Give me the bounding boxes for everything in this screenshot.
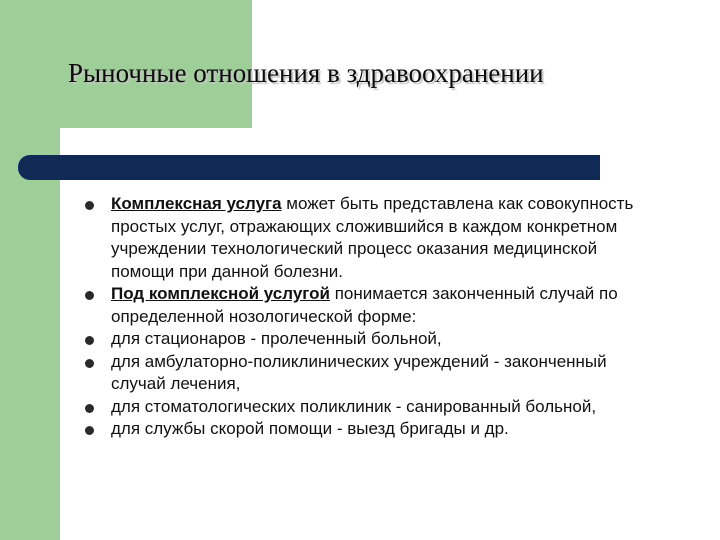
bullet-icon: [85, 201, 94, 210]
bullet-text: может быть представлена как совокупность простых услуг, отражающих сложившийся в каждом конкретном учреждении технологический процесс оказания медицинской помощи при данной болезни.: [111, 194, 634, 281]
bullet-text: для службы скорой помощи - выезд бригады и др.: [111, 419, 509, 438]
title-divider-bar: [18, 155, 600, 180]
bullet-text: понимается законченный случай по определенной нозологической форме:: [111, 284, 618, 326]
bullet-icon: [85, 404, 94, 413]
bullet-item: [85, 328, 645, 351]
slide-title: Рыночные отношения в здравоохранении: [68, 58, 544, 88]
decorative-green-strip: [0, 128, 60, 540]
bullet-item: [85, 193, 645, 283]
bullet-item: [85, 351, 645, 396]
bullet-term: Под комплексной услугой: [111, 284, 330, 303]
bullet-text: для стоматологических поликлиник - санированный больной,: [111, 396, 597, 416]
bullet-icon: [85, 359, 94, 368]
bullet-term: Комплексная услуга: [111, 194, 282, 213]
bullet-item: [85, 418, 645, 441]
bullet-text: для амбулаторно-поликлинических учреждений - законченный случай лечения,: [111, 351, 607, 393]
bullet-item: [85, 283, 645, 328]
bullet-icon: [85, 291, 94, 300]
bullet-icon: [85, 426, 94, 435]
bullet-item: [85, 396, 645, 419]
bullet-icon: [85, 336, 94, 345]
bullet-list: [85, 193, 645, 441]
bullet-text: для стационаров - пролеченный больной,: [111, 329, 442, 348]
